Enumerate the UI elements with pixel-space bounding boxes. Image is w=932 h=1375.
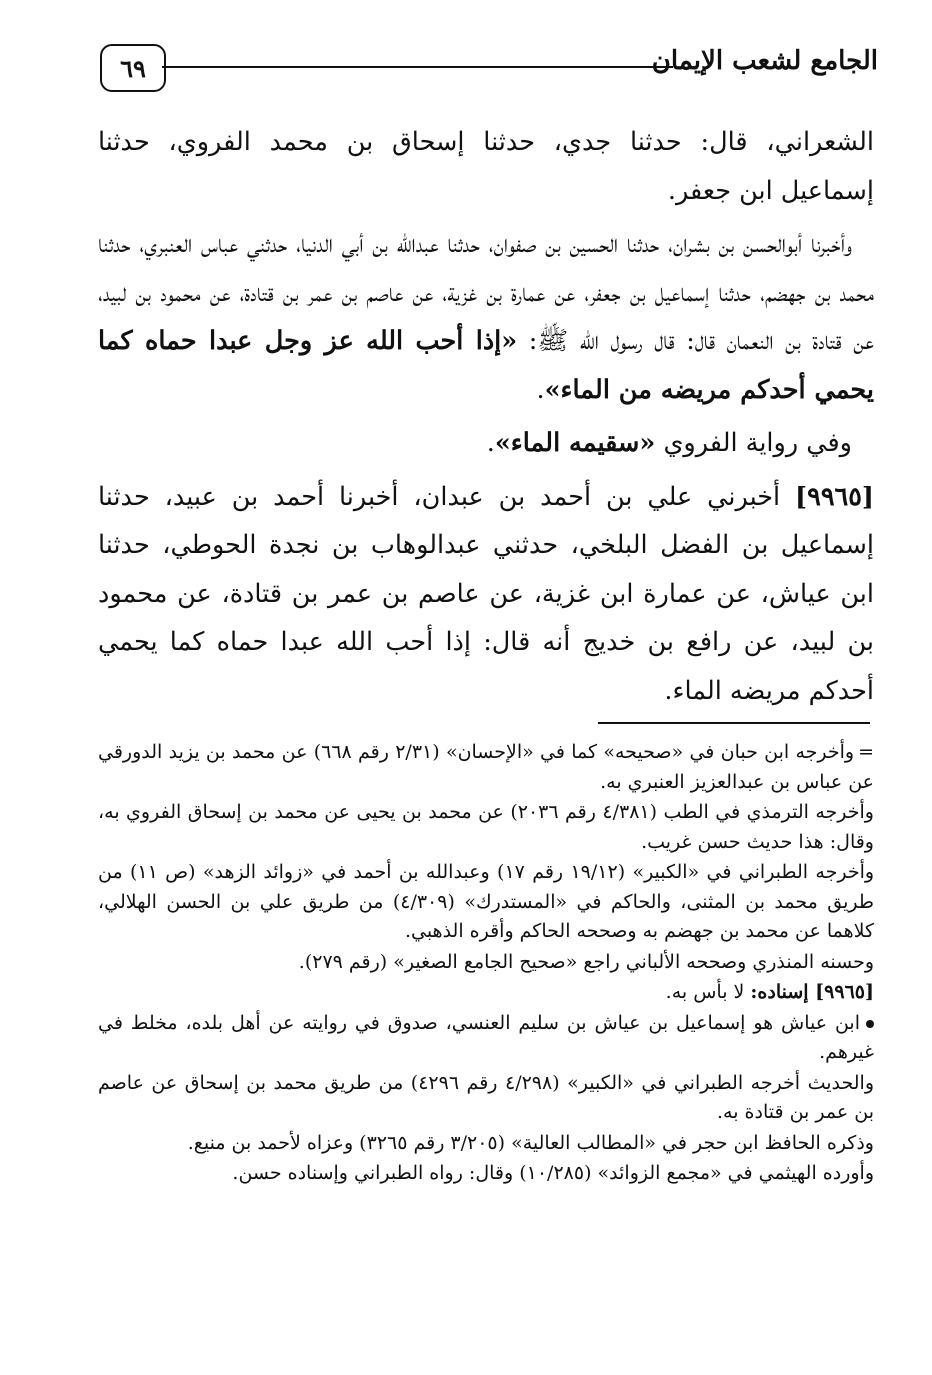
footnote-label: [٩٩٦٥] إسناده: xyxy=(750,981,874,1003)
footnote-text: لا بأس به. xyxy=(665,981,751,1003)
period: . xyxy=(486,428,495,458)
paragraph-1: الشعراني، قال: حدثنا جدي، حدثنا إسحاق بن محمد الفروي، حدثنا إسماعيل ابن جعفر. xyxy=(98,127,874,206)
footnote-7: والحديث أخرجه الطبراني في «الكبير» (٤/٢٩٨ رقم ٤٢٩٦) من طريق محمد بن إسحاق عن عاصم بن عمر بن قتادة به. xyxy=(98,1071,875,1123)
hadith-number: [٩٩٦٥] xyxy=(795,481,874,512)
footnote-8: وذكره الحافظ ابن حجر في «المطالب العالية» (٣/٢٠٥ رقم ٣٢٦٥) وعزاه لأحمد بن منيع. xyxy=(187,1131,874,1154)
paragraph-2 xyxy=(98,220,874,414)
variant-text: «سقيمه الماء» xyxy=(494,428,656,458)
footnote-9: وأورده الهيثمي في «مجمع الزوائد» (١٠/٢٨٥) وقال: رواه الطبراني وإسناده حسن. xyxy=(232,1162,874,1184)
main-text xyxy=(98,118,874,715)
isnad-text: وأخبرنا أبوالحسن بن بشران، حدثنا الحسين بن صفوان، حدثنا عبدالله بن أبي الدنيا، حدثني عباس العنبري، حدثنا محمد بن جهضم، حدثنا إسماعيل بن جعفر، عن عمارة بن غزية، عن عاصم بن عمر بن قتادة، عن محمود بن لبيد، عن قتادة بن النعمان قال: قال رسول الله ﷺ: xyxy=(98,229,874,356)
variant-intro: وفي رواية الفروي xyxy=(655,428,852,458)
footnote-5 xyxy=(98,978,874,1008)
footnote-rule xyxy=(598,722,870,724)
hadith-text: «إذا أحب الله عز وجل عبدا حماه كما يحمي أحدكم مريضه من الماء» xyxy=(98,326,874,405)
hadith-body: أخبرني علي بن أحمد بن عبدان، أخبرنا أحمد بن عبيد، حدثنا إسماعيل بن الفضل البلخي، حدثني عبدالوهاب بن نجدة الحوطي، حدثنا ابن عياش، عن عمارة ابن غزية، عن عاصم بن عمر بن قتادة، عن محمود بن لبيد، عن رافع بن خديج أنه قال: إذا أحب الله عبدا حماه كما يحمي أحدكم مريضه الماء. xyxy=(98,481,874,706)
footnote-text: ابن عياش هو إسماعيل بن عياش بن سليم العنسي، صدوق في روايته عن أهل بلده، مخلط في غيرهم. xyxy=(98,1011,874,1063)
paragraph-4 xyxy=(98,473,874,716)
page-header xyxy=(100,44,878,106)
footnote-1 xyxy=(98,738,874,797)
footnote-3: وأخرجه الطبراني في «الكبير» (١٩/١٢ رقم ١٧) وعبدالله بن أحمد في «زوائد الزهد» (ص ١١) من طريق محمد بن المثنى، والحاكم في «المستدرك» (٤/٣٠٩) من طريق علي بن الحسن الهلالي، كلاهما عن محمد بن جهضم به وصححه الحاكم وأقره الذهبي. xyxy=(98,861,875,942)
continuation-mark: = xyxy=(858,741,874,763)
footnote-text: وأخرجه ابن حبان في «صحيحه» كما في «الإحسان» (٢/٣١ رقم ٦٦٨) عن محمد بن يزيد الدورقي عن عباس بن عبدالعزيز العنبري به. xyxy=(98,741,874,793)
running-title: الجامع لشعب الإيمان xyxy=(651,46,878,76)
footnote-2: وأخرجه الترمذي في الطب (٤/٣٨١ رقم ٢٠٣٦) عن محمد بن يحيى عن محمد بن إسحاق الفروي به، وقال: هذا حديث حسن غريب. xyxy=(98,801,874,853)
footnotes xyxy=(98,738,874,1190)
header-rule xyxy=(162,66,673,68)
bullet-icon xyxy=(866,1020,874,1028)
period: . xyxy=(536,374,545,405)
page-number: ٦٩ xyxy=(100,44,166,92)
footnote-4: وحسنه المنذري وصححه الألباني راجع «صحيح الجامع الصغير» (رقم ٢٧٩). xyxy=(298,950,874,973)
paragraph-3 xyxy=(98,419,874,468)
footnote-6 xyxy=(98,1009,874,1068)
